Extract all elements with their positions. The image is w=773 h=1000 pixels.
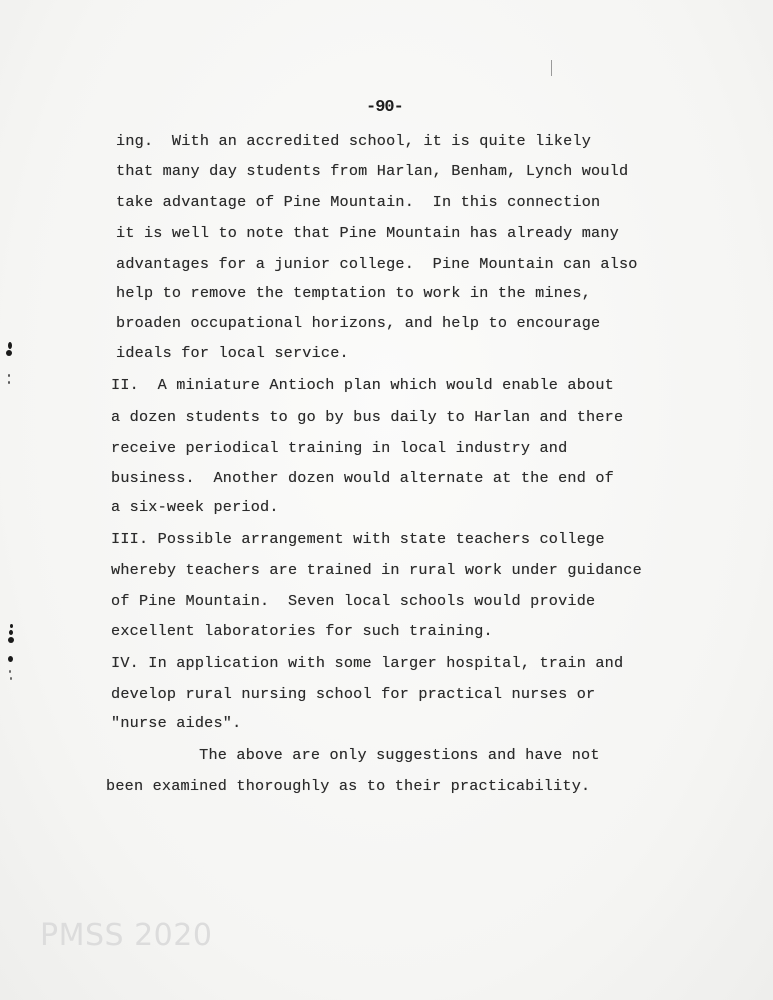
watermark: PMSS 2020 <box>40 918 213 953</box>
binding-mark <box>6 350 12 356</box>
binding-mark <box>8 656 13 662</box>
binding-mark <box>9 670 11 673</box>
text-line: receive periodical training in local industry and <box>111 439 568 457</box>
binding-mark <box>10 677 12 680</box>
scan-artifact <box>551 60 552 76</box>
text-line: that many day students from Harlan, Benham, Lynch would <box>116 162 629 180</box>
text-line: a six-week period. <box>111 498 279 516</box>
text-line: it is well to note that Pine Mountain has already many <box>116 224 619 242</box>
text-line: whereby teachers are trained in rural work under guidance <box>111 561 642 579</box>
text-line-item-iv: IV. In application with some larger hospital, train and <box>111 654 624 672</box>
page-number: -90- <box>366 98 403 117</box>
binding-mark <box>10 624 13 628</box>
text-line: a dozen students to go by bus daily to Harlan and there <box>111 408 624 426</box>
text-line: excellent laboratories for such training. <box>111 622 493 640</box>
text-line: business. Another dozen would alternate at the end of <box>111 469 614 487</box>
binding-mark <box>9 630 13 635</box>
text-line: broaden occupational horizons, and help to encourage <box>116 314 601 332</box>
text-line-item-ii: II. A miniature Antioch plan which would enable about <box>111 376 614 394</box>
binding-mark <box>8 381 10 384</box>
binding-mark <box>8 342 12 349</box>
text-line: advantages for a junior college. Pine Mountain can also <box>116 255 638 273</box>
text-line-closing: The above are only suggestions and have not <box>106 746 600 764</box>
text-line: ing. With an accredited school, it is quite likely <box>116 132 592 150</box>
text-line-item-iii: III. Possible arrangement with state teachers college <box>111 530 605 548</box>
text-line: "nurse aides". <box>111 714 242 732</box>
binding-mark <box>8 374 10 377</box>
text-line: take advantage of Pine Mountain. In this connection <box>116 193 601 211</box>
text-line: been examined thoroughly as to their practicability. <box>106 777 591 795</box>
text-line: develop rural nursing school for practical nurses or <box>111 685 596 703</box>
binding-mark <box>8 637 14 643</box>
text-line: of Pine Mountain. Seven local schools would provide <box>111 592 596 610</box>
text-line: help to remove the temptation to work in the mines, <box>116 284 592 302</box>
text-line: ideals for local service. <box>116 344 349 362</box>
